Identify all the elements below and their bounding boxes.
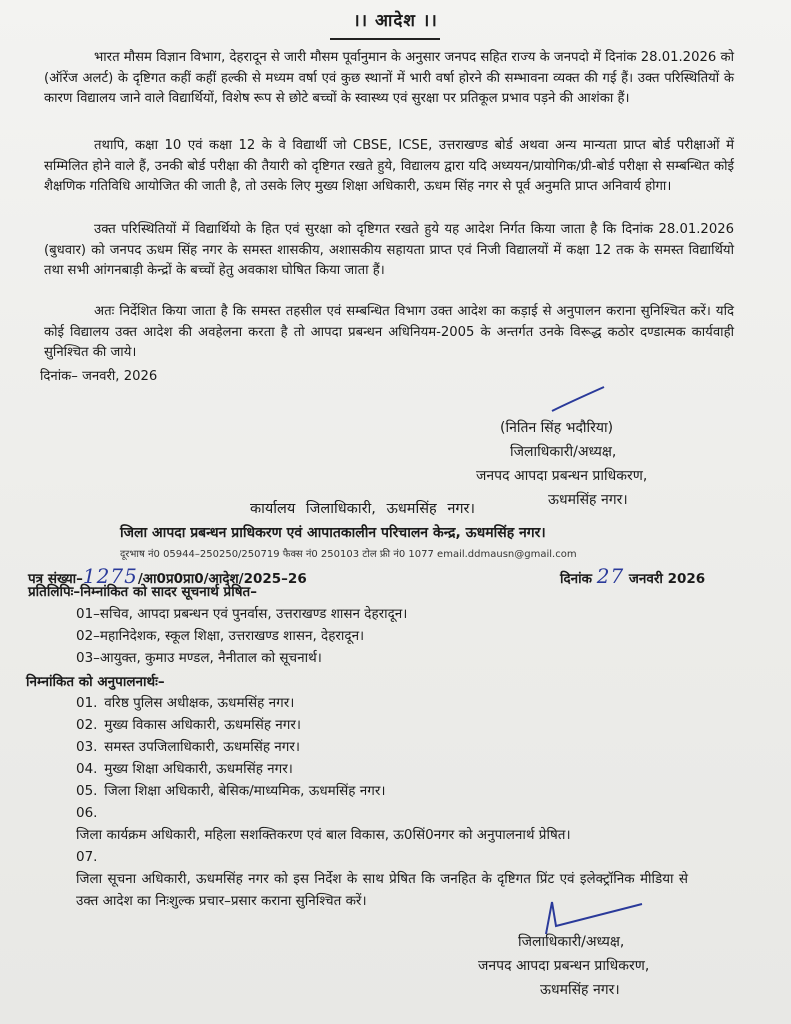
compliance-item — [76, 758, 716, 780]
compliance-text: वरिष्ठ पुलिस अधीक्षक, ऊधमसिंह नगर। — [104, 695, 295, 711]
signatory-authority: जनपद आपदा प्रबन्धन प्राधिकरण, — [478, 958, 650, 974]
heading-underline — [330, 38, 440, 40]
compliance-text: समस्त उपजिलाधिकारी, ऊधमसिंह नगर। — [104, 739, 301, 755]
compliance-number: 05. — [76, 783, 98, 799]
paragraph-holiday-declaration: उक्त परिस्थितियों में विद्यार्थियो के हित एवं सुरक्षा को दृष्टिगत रखते हुये यह आदेश निर्गत किया जाता है कि दिनांक 28.01.2026 (बुधवार) को जनपद ऊधम सिंह नगर के समस्त शासकीय, अशासकीय सहायता प्राप्त एवं निजी विद्यालयों में कक्षा 12 तक के समस्त विद्यार्थियो तथा सभी आंगनबाड़ी केन्द्रों के बच्चों हेतु अवकाश घोषित किया जाता हैं। — [44, 222, 734, 278]
signatory-block-bottom — [478, 930, 649, 1002]
compliance-number: 01. — [76, 695, 98, 711]
signatory-authority: जनपद आपदा प्रबन्धन प्राधिकरण, — [476, 468, 648, 484]
contact-line: दूरभाष नं0 05944–250250/250719 फैक्स नं0 250103 टोल फ्री नं0 1077 email.ddmausn@gmail.com — [120, 549, 577, 560]
paragraph-board-exam: तथापि, कक्षा 10 एवं कक्षा 12 के वे विद्यार्थी जो CBSE, ICSE, उत्तराखण्ड बोर्ड अथवा अन्य मान्यता प्राप्त बोर्ड परीक्षाओं में सम्मिलित होने वाले हैं, उनकी बोर्ड परीक्षा की तैयारी को दृष्टिगत रखते हुये, विद्यालय द्वारा यदि अध्ययन/प्रायोगिक/प्री-बोर्ड परीक्षा से सम्बन्धित कोई शैक्षणिक गतिविधि आयोजित की जाती है, तो उसके लिए मुख्य शिक्षा अधिकारी, ऊधम सिंह नगर से पूर्व अनुमति प्राप्त अनिवार्य होगा। — [44, 138, 734, 194]
compliance-item — [76, 692, 716, 714]
compliance-text: मुख्य विकास अधिकारी, ऊधमसिंह नगर। — [104, 717, 302, 733]
paragraph-compliance-directive: अतः निर्देशित किया जाता है कि समस्त तहसील एवं सम्बन्धित विभाग उक्त आदेश का कड़ाई से अनुपालन कराना सुनिश्चित करें। यदि कोई विद्यालय उक्त आदेश की अवहेलना करता है तो आपदा प्रबन्धन अधिनियम-2005 के अन्तर्गत उनके विरूद्ध कठोर दण्डात्मक कार्यवाही सुनिश्चित की जाये। — [44, 304, 734, 360]
compliance-heading: निम्नांकित को अनुपालनार्थः– — [26, 674, 165, 690]
signatory-designation: जिलाधिकारी/अध्यक्ष, — [510, 444, 617, 460]
letter-date-suffix: जनवरी 2026 — [628, 571, 706, 587]
signature-stroke-top — [548, 385, 608, 415]
copy-item: 03–आयुक्त, कुमाउ मण्डल, नैनीताल को सूचनार्थ। — [76, 650, 322, 666]
compliance-number: 03. — [76, 739, 98, 755]
compliance-text: जिला शिक्षा अधिकारी, बेसिक/माध्यमिक, ऊधमसिंह नगर। — [104, 783, 386, 799]
compliance-item — [76, 736, 716, 758]
copy-item: 01–सचिव, आपदा प्रबन्धन एवं पुनर्वास, उत्तराखण्ड शासन देहरादून। — [76, 606, 408, 622]
copy-item: 02–महानिदेशक, स्कूल शिक्षा, उत्तराखण्ड शासन, देहरादून। — [76, 628, 365, 644]
compliance-item — [76, 714, 716, 736]
paragraph-weather-forecast: भारत मौसम विज्ञान विभाग, देहरादून से जारी मौसम पूर्वानुमान के अनुसार जनपद सहित राज्य के जनपदो में दिनांक 28.01.2026 को (ऑरेंज अलर्ट) के दृष्टिगत कहीं कहीं हल्की से मध्यम वर्षा एवं कुछ स्थानों में भारी वर्षा होरने की सम्भावना व्यक्त की गई हैं। उक्त परिस्थितियों के कारण विद्यालय जाने वाले विद्यार्थियों, विशेष रूप से छोटे बच्चों के स्वास्थ्य एवं सुरक्षा पर प्रतिकूल प्रभाव पड़ने की आशंका हैं। — [44, 50, 734, 106]
compliance-number: 02. — [76, 717, 98, 733]
signatory-designation: जिलाधिकारी/अध्यक्ष, — [518, 934, 625, 950]
copy-heading: प्रतिलिपिः–निम्नांकित को सादर सूचनार्थ प्रेषित– — [28, 584, 257, 600]
letter-number-suffix: /आ0प्र0प्रा0/आदेश/2025–26 — [137, 571, 307, 587]
letter-number-prefix: पत्र संख्या– — [28, 571, 83, 587]
compliance-text: मुख्य शिक्षा अधिकारी, ऊधमसिंह नगर। — [104, 761, 293, 777]
signatory-place: ऊधमसिंह नगर। — [548, 492, 628, 508]
compliance-text: जिला कार्यक्रम अधिकारी, महिला सशक्तिकरण एवं बाल विकास, ऊ0सिं0नगर को अनुपालनार्थ प्रेषित। — [76, 827, 571, 843]
compliance-text: जिला सूचना अधिकारी, ऊधमसिंह नगर को इस निर्देश के साथ प्रेषित कि जनहित के दृष्टिगत प्रिंट एवं इलेक्ट्रॉनिक मीडिया से उक्त आदेश का निःशुल्क प्रचार–प्रसार कराना सुनिश्चित करें। — [76, 871, 688, 909]
office-line: कार्यालय जिलाधिकारी, ऊधमसिंह नगर। — [250, 501, 475, 517]
emergency-center-line: जिला आपदा प्रबन्धन प्राधिकरण एवं आपातकालीन परिचालन केन्द्र, ऊधमसिंह नगर। — [120, 525, 546, 541]
compliance-number: 07. — [76, 849, 98, 865]
letter-date-handwritten: 27 — [596, 564, 625, 588]
order-dateline: दिनांक– जनवरी, 2026 — [40, 369, 158, 384]
signatory-name: (नितिन सिंह भदौरिया) — [500, 420, 614, 436]
signatory-block-top — [470, 416, 647, 512]
compliance-number: 04. — [76, 761, 98, 777]
signatory-place: ऊधमसिंह नगर। — [540, 982, 620, 998]
compliance-item — [76, 802, 716, 846]
compliance-number: 06. — [76, 805, 98, 821]
letter-date-prefix: दिनांक — [560, 571, 593, 587]
letter-number-handwritten: 1275 — [82, 564, 138, 588]
compliance-item — [76, 780, 716, 802]
letter-date — [560, 564, 705, 588]
order-heading: ।। आदेश ।। — [353, 11, 438, 31]
